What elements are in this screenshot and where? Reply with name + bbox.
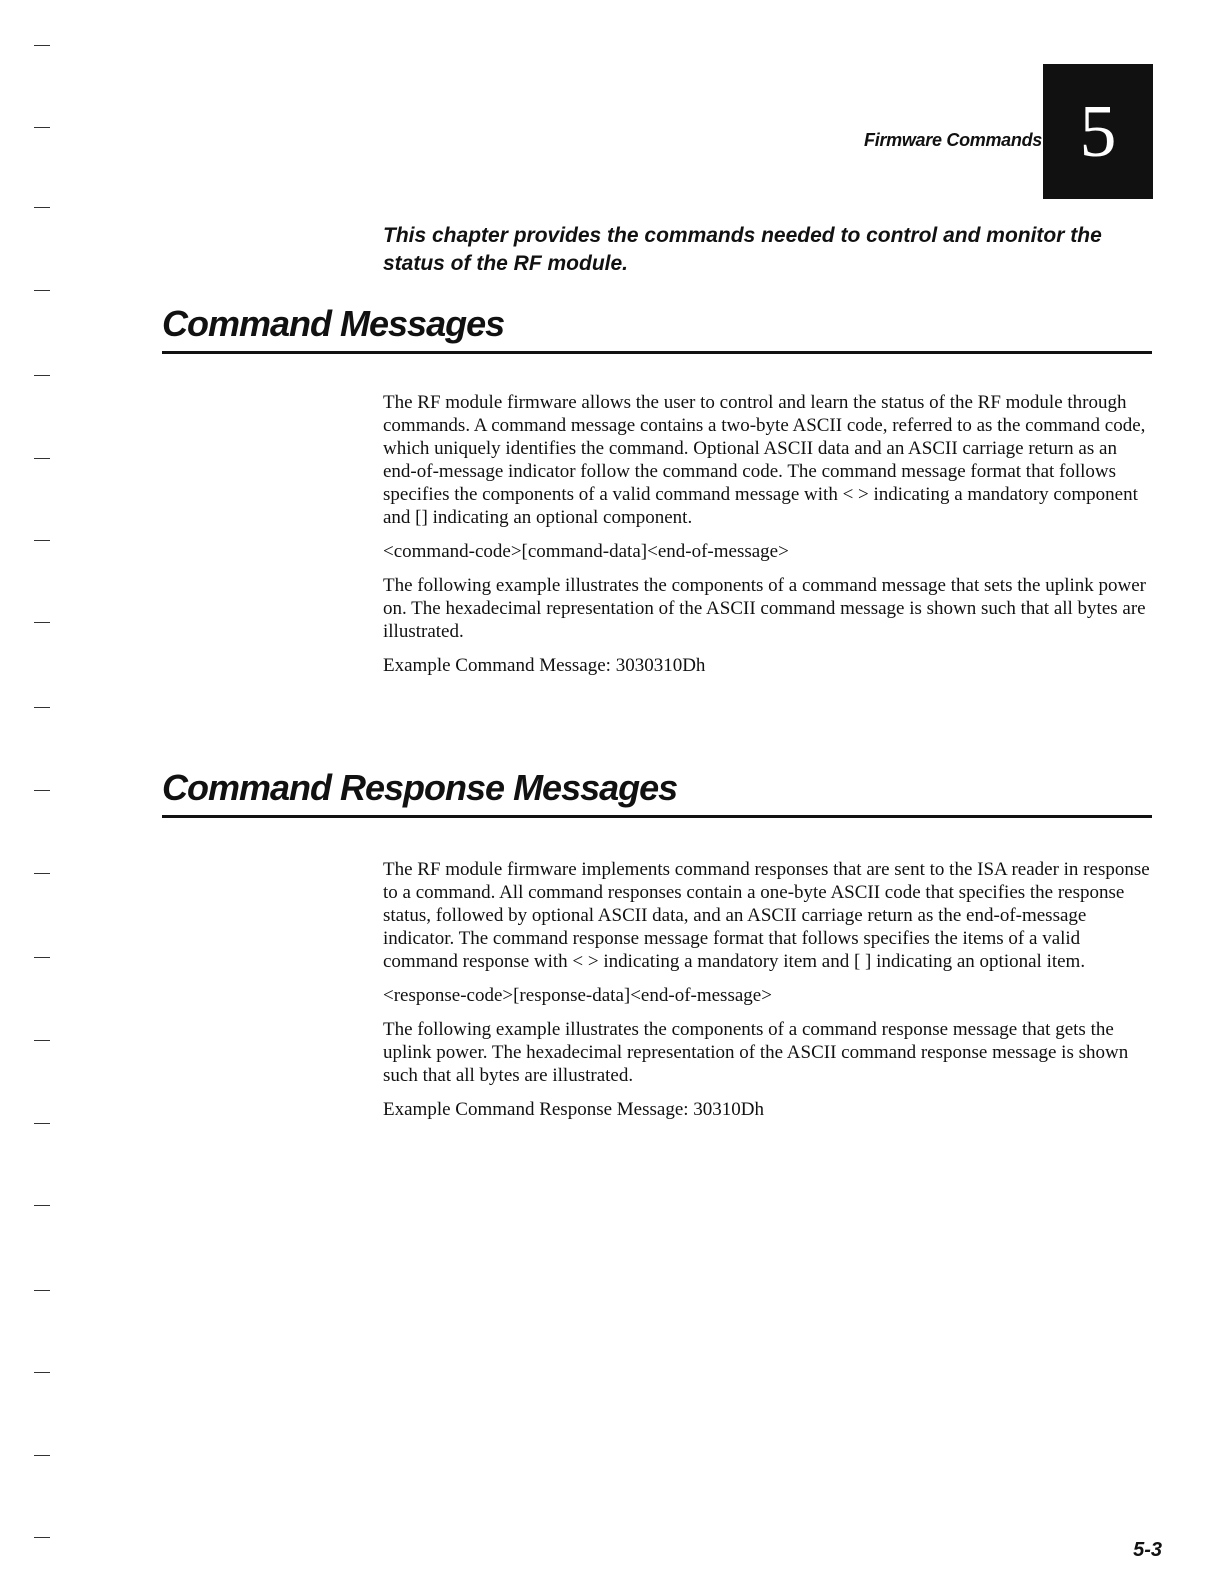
- paragraph: The RF module firmware allows the user to control and learn the status of the RF module through commands. A command message contains a two-byte ASCII code, referred to as the command code, which uniquely identifies the command. Optional ASCII data and an ASCII carriage return as an end-of-message indicator follow the command code. The command message format that follows specifies the components of a valid command message with < > indicating a mandatory component and [] indicating an optional component.: [383, 392, 1146, 528]
- chapter-intro: This chapter provides the commands needed to control and monitor the status of the RF module.: [383, 224, 1102, 275]
- section-body-command-messages: [383, 391, 1153, 688]
- paragraph: The following example illustrates the components of a command response message that gets the uplink power. The hexadecimal representation of the ASCII command response message is shown such that all bytes are illustrated.: [383, 1019, 1129, 1086]
- chapter-number-tab: 5: [1043, 64, 1153, 199]
- paragraph: The following example illustrates the components of a command message that sets the uplink power on. The hexadecimal representation of the ASCII command message is shown such that all bytes are illustrated.: [383, 575, 1146, 642]
- section-body-command-response-messages: [383, 858, 1153, 1132]
- paragraph: The RF module firmware implements command responses that are sent to the ISA reader in response to a command. All command responses contain a one-byte ASCII code that specifies the response status, followed by optional ASCII data, and an ASCII carriage return as the end-of-message indicator. The command response message format that follows specifies the items of a valid command response with < > indicating a mandatory item and [ ] indicating an optional item.: [383, 859, 1150, 972]
- format-line: <response-code>[response-data]<end-of-message>: [383, 985, 772, 1006]
- example-line: Example Command Message: 3030310Dh: [383, 655, 706, 676]
- format-line: <command-code>[command-data]<end-of-message>: [383, 541, 789, 562]
- section-heading-command-messages: Command Messages: [162, 306, 1152, 354]
- example-line: Example Command Response Message: 30310Dh: [383, 1099, 765, 1120]
- chapter-title: Firmware Commands: [864, 130, 1042, 150]
- section-heading-command-response-messages: Command Response Messages: [162, 770, 1152, 818]
- page-number: 5-3: [1133, 1539, 1162, 1561]
- binding-margin-marks: [30, 0, 54, 1584]
